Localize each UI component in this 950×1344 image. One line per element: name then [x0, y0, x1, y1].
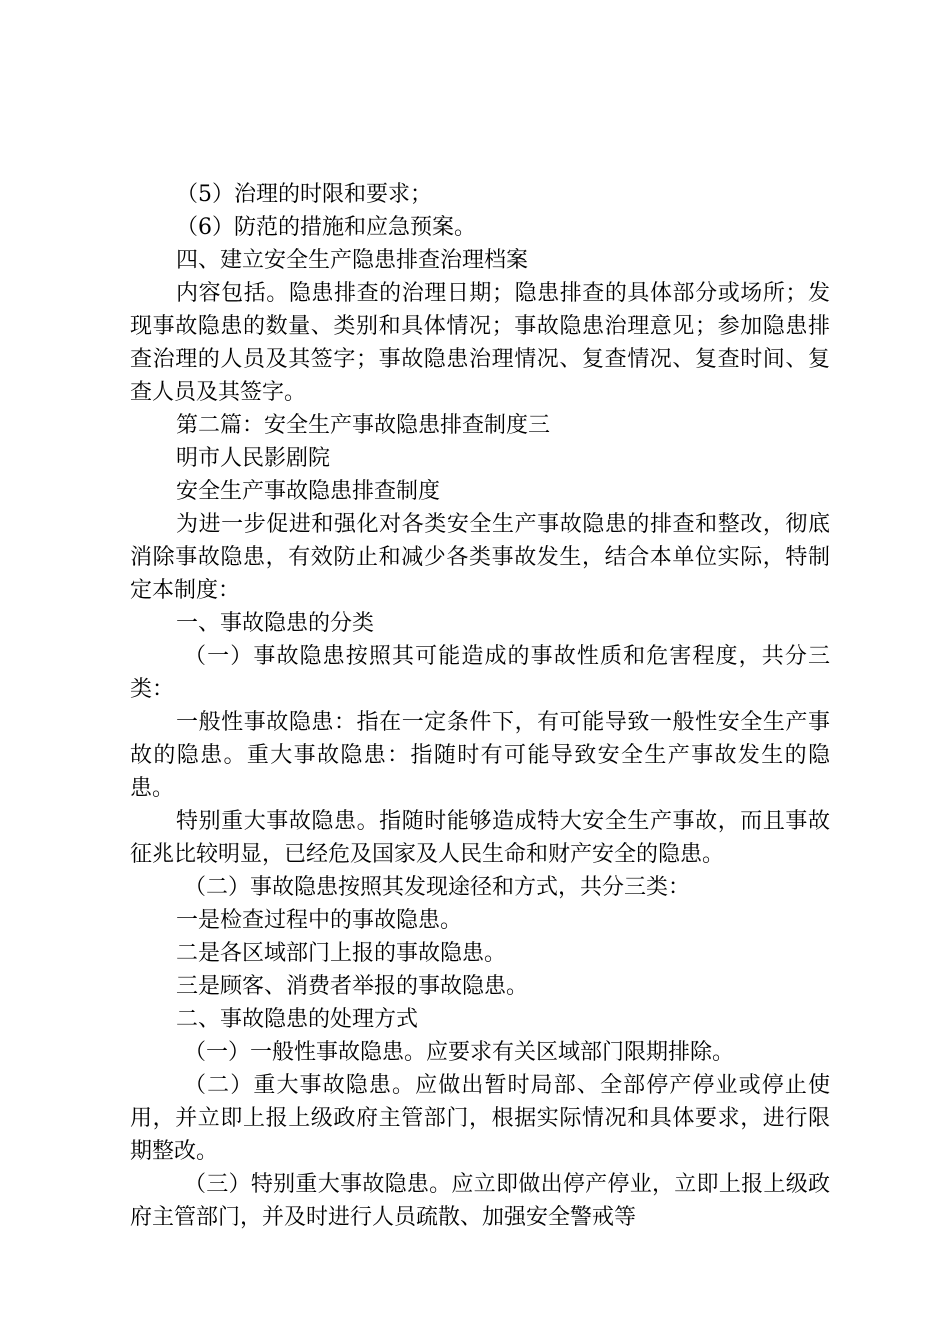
paragraph-classification-by-discovery: （二）事故隐患按照其发现途径和方式，共分三类： — [184, 875, 691, 900]
paragraph-item-6: （6）防范的措施和应急预案。 — [176, 215, 476, 240]
paragraph-intro: 为进一步促进和强化对各类安全生产事故隐患的排查和整改，彻底消除事故隐患，有效防止和减少各类事故发生，结合本单位实际，特制定本制度： — [130, 512, 830, 603]
paragraph-discovery-inspection: 一是检查过程中的事故隐患。 — [176, 908, 463, 933]
section-heading-archive: 四、建立安全生产隐患排查治理档案 — [176, 248, 529, 273]
paragraph-handling-major: （二）重大事故隐患。应做出暂时局部、全部停产停业或停止使用，并立即上报上级政府主管部门，根据实际情况和具体要求，进行限期整改。 — [130, 1073, 830, 1164]
paragraph-archive-content: 内容包括。隐患排查的治理日期；隐患排查的具体部分或场所；发现事故隐患的数量、类别和具体情况；事故隐患治理意见；参加隐患排查治理的人员及其签字；事故隐患治理情况、复查情况、复查时间、复查人员及其签字。 — [130, 281, 830, 405]
paragraph-handling-general: （一）一般性事故隐患。应要求有关区域部门限期排除。 — [184, 1040, 735, 1065]
section-heading-handling: 二、事故隐患的处理方式 — [176, 1007, 419, 1032]
paragraph-item-5: （5）治理的时限和要求； — [176, 182, 432, 207]
organization-name: 明市人民影剧院 — [176, 446, 331, 471]
paragraph-classification-by-severity: （一）事故隐患按照其可能造成的事故性质和危害程度，共分三类： — [130, 644, 830, 702]
paragraph-especially-major: 特别重大事故隐患。指随时能够造成特大安全生产事故，而且事故征兆比较明显，已经危及国家及人民生命和财产安全的隐患。 — [130, 809, 830, 867]
paragraph-general-and-major: 一般性事故隐患：指在一定条件下，有可能导致一般性安全生产事故的隐患。重大事故隐患：指随时有可能导致安全生产事故发生的隐患。 — [130, 710, 830, 801]
document-page — [130, 178, 830, 1234]
paragraph-discovery-department: 二是各区域部门上报的事故隐患。 — [176, 941, 507, 966]
chapter-title: 第二篇：安全生产事故隐患排查制度三 — [176, 413, 551, 438]
document-title: 安全生产事故隐患排查制度 — [176, 479, 441, 504]
section-heading-classification: 一、事故隐患的分类 — [176, 611, 375, 636]
paragraph-discovery-customer: 三是顾客、消费者举报的事故隐患。 — [176, 974, 529, 999]
paragraph-handling-especially-major: （三）特别重大事故隐患。应立即做出停产停业，立即上报上级政府主管部门，并及时进行人员疏散、加强安全警戒等 — [130, 1172, 830, 1230]
